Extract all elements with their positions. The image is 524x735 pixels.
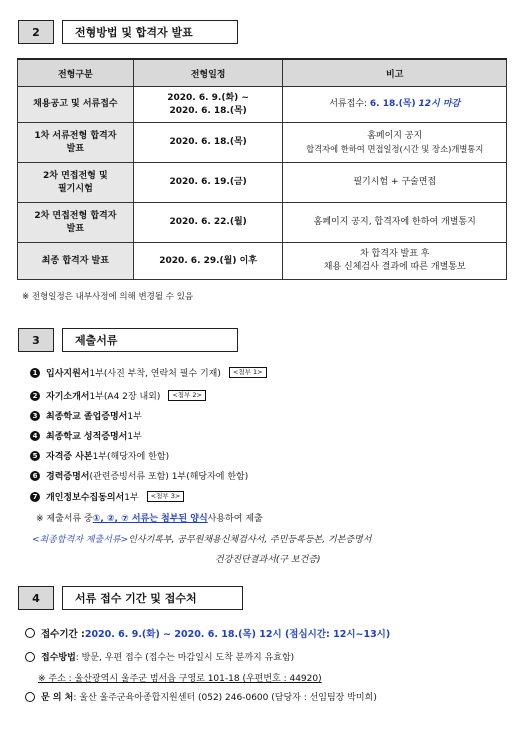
row-category: 채용공고 및 서류접수 bbox=[18, 87, 134, 123]
item-detail: 1부(사진 부착, 연락처 필수 기재) bbox=[89, 369, 221, 379]
notice-highlight: ①, ②, ⑦ 서류는 첨부된 양식 bbox=[92, 514, 208, 524]
category-line: 1차 서류전형 합격자 bbox=[34, 130, 117, 141]
table-header-row bbox=[18, 59, 507, 87]
item-title: 최종학교 졸업증명서 bbox=[46, 412, 128, 422]
row-schedule bbox=[133, 87, 283, 123]
col-header: 전형일정 bbox=[133, 59, 283, 87]
section-title: 제출서류 bbox=[62, 328, 238, 352]
notice-text: 사용하여 제출 bbox=[207, 514, 263, 524]
final-docs-line-2: 건강진단결과서(구 보건증) bbox=[215, 555, 321, 565]
number-circle-icon: 4 bbox=[30, 431, 40, 441]
schedule-line: 2020. 6. 18.(목) bbox=[169, 105, 247, 116]
table-row bbox=[18, 203, 507, 243]
item-detail: 1부(해당자에 한함) bbox=[92, 452, 170, 462]
list-item bbox=[30, 429, 142, 442]
schedule-footnote: ※ 전형일정은 내부사정에 의해 변경될 수 있음 bbox=[22, 292, 194, 302]
attachment-badge: <첨부 3> bbox=[147, 491, 185, 502]
section-title: 서류 접수 기간 및 접수처 bbox=[62, 586, 243, 610]
section-title: 전형방법 및 합격자 발표 bbox=[62, 20, 238, 44]
final-docs-line: 인사기록부, 공무원채용신체검사서, 주민등록등본, 기본증명서 bbox=[128, 535, 372, 545]
section-number: 3 bbox=[18, 328, 54, 352]
note-line: 합격자에 한하여 면접일정(시간 및 장소)개별통지 bbox=[306, 143, 484, 154]
final-documents bbox=[32, 532, 371, 545]
section-number: 4 bbox=[18, 586, 54, 610]
item-title: 개인정보수집동의서 bbox=[46, 493, 125, 503]
item-title: 입사지원서 bbox=[46, 369, 90, 379]
note-deadline: 12시 마감 bbox=[418, 99, 461, 109]
item-detail: 1부 bbox=[127, 432, 142, 442]
note-text: 서류접수: bbox=[329, 99, 370, 109]
application-period bbox=[25, 626, 390, 640]
item-detail: 1부 bbox=[124, 493, 139, 503]
table-row bbox=[18, 243, 507, 280]
item-title: 경력증명서 bbox=[46, 472, 90, 482]
col-header: 전형구분 bbox=[18, 59, 134, 87]
submission-notice bbox=[36, 511, 263, 524]
period-value: 2020. 6. 9.(화) ~ 2020. 6. 18.(목) 12시 (점심시간: 12시~13시) bbox=[84, 629, 391, 640]
row-note: 필기시험 + 구술면접 bbox=[283, 163, 507, 203]
category-line: 발표 bbox=[66, 223, 85, 234]
attachment-badge: <첨부 1> bbox=[229, 367, 267, 378]
circle-bullet-icon bbox=[25, 692, 35, 702]
number-circle-icon: 5 bbox=[30, 451, 40, 461]
row-category bbox=[18, 123, 134, 163]
contact-value: : 울산 울주군육아종합지원센터 (052) 246-0600 (담당자 : 선임팀장 박미희) bbox=[73, 693, 377, 703]
notice-text: ※ 제출서류 중 bbox=[36, 514, 93, 524]
number-circle-icon: 1 bbox=[30, 368, 40, 378]
item-detail: 1부 bbox=[127, 412, 142, 422]
number-circle-icon: 7 bbox=[30, 492, 40, 502]
contact-line bbox=[25, 690, 377, 703]
category-line: 2차 면접전형 및 bbox=[43, 170, 108, 181]
row-note bbox=[283, 243, 507, 280]
list-item bbox=[30, 389, 206, 402]
period-label: 접수기간 : bbox=[41, 629, 85, 640]
table-row bbox=[18, 163, 507, 203]
number-circle-icon: 3 bbox=[30, 411, 40, 421]
row-note: 홈페이지 공지, 합격자에 한하여 개별통지 bbox=[283, 203, 507, 243]
list-item bbox=[30, 490, 184, 503]
category-line: 2차 면접전형 합격자 bbox=[34, 210, 117, 221]
row-note bbox=[283, 87, 507, 123]
category-line: 발표 bbox=[66, 143, 85, 154]
item-detail: 1부(A4 2장 내외) bbox=[89, 392, 161, 402]
contact-label: 문 의 처 bbox=[41, 693, 74, 703]
row-schedule: 2020. 6. 22.(월) bbox=[133, 203, 283, 243]
note-line: 채용 신체검사 결과에 따른 개별통보 bbox=[323, 262, 466, 272]
section-number: 2 bbox=[18, 20, 54, 44]
attachment-badge: <첨부 2> bbox=[168, 390, 206, 401]
application-method bbox=[25, 650, 294, 663]
schedule-table bbox=[17, 58, 507, 280]
row-schedule: 2020. 6. 19.(금) bbox=[133, 163, 283, 203]
note-line: 홈페이지 공지 bbox=[367, 130, 423, 141]
circle-bullet-icon bbox=[25, 628, 35, 638]
list-item bbox=[30, 469, 248, 482]
row-note bbox=[283, 123, 507, 163]
table-row bbox=[18, 87, 507, 123]
list-item bbox=[30, 366, 267, 379]
category-line: 필기시험 bbox=[57, 183, 93, 194]
row-category: 최종 합격자 발표 bbox=[18, 243, 134, 280]
item-title: 자기소개서 bbox=[46, 392, 90, 402]
section-3-header bbox=[18, 328, 238, 352]
item-title: 자격증 사본 bbox=[46, 452, 93, 462]
list-item bbox=[30, 409, 142, 422]
section-2-header bbox=[18, 20, 238, 44]
circle-bullet-icon bbox=[25, 652, 35, 662]
section-4-header bbox=[18, 586, 243, 610]
address-line: ※ 주소 : 울산광역시 울주군 범서읍 구영로 101-18 (우편번호 : 44920) bbox=[38, 674, 322, 684]
row-category bbox=[18, 203, 134, 243]
note-date: 6. 18.(목) bbox=[369, 99, 416, 109]
final-label: <최종합격자 제출서류> bbox=[32, 535, 129, 545]
number-circle-icon: 2 bbox=[30, 391, 40, 401]
number-circle-icon: 6 bbox=[30, 471, 40, 481]
item-title: 최종학교 성적증명서 bbox=[46, 432, 128, 442]
schedule-line: 2020. 6. 9.(화) ~ bbox=[167, 92, 249, 103]
row-category bbox=[18, 163, 134, 203]
row-schedule: 2020. 6. 18.(목) bbox=[133, 123, 283, 163]
method-value: : 방문, 우편 접수 (접수는 마감일시 도착 분까지 유효함) bbox=[75, 653, 295, 663]
row-schedule: 2020. 6. 29.(월) 이후 bbox=[133, 243, 283, 280]
list-item bbox=[30, 449, 169, 462]
table-row bbox=[18, 123, 507, 163]
note-line: 차 합격자 발표 후 bbox=[360, 249, 430, 259]
item-detail: (관련증빙서류 포함) 1부(해당자에 한함) bbox=[89, 472, 249, 482]
method-label: 접수방법 bbox=[41, 653, 76, 663]
col-header: 비고 bbox=[283, 59, 507, 87]
